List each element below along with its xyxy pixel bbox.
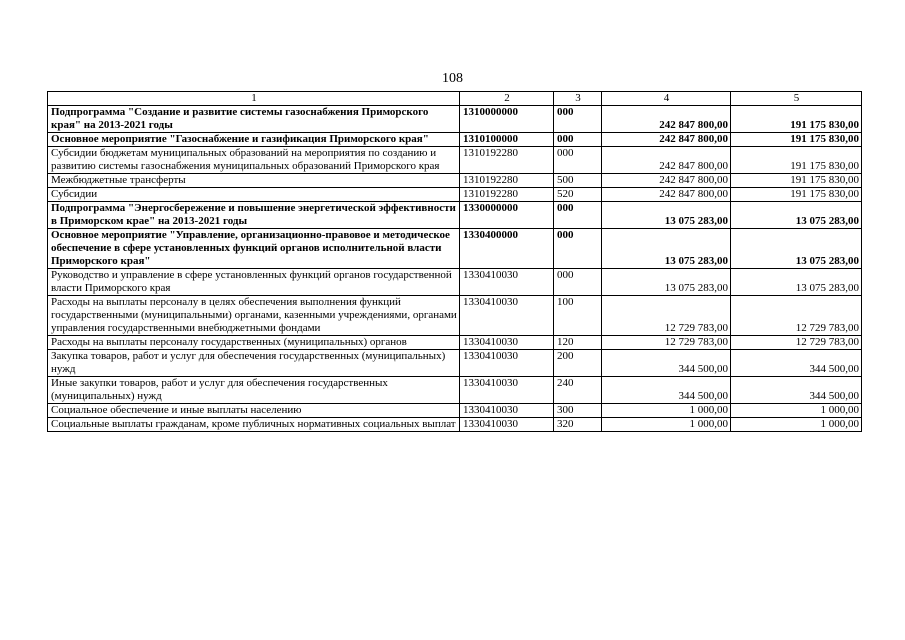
row-kind-cell: 200: [554, 350, 602, 377]
row-code-cell: 1310192280: [460, 174, 554, 188]
row-amount-2-cell: 344 500,00: [731, 377, 862, 404]
row-code-cell: 1330410030: [460, 377, 554, 404]
row-code-cell: 1330410030: [460, 296, 554, 336]
row-amount-1-cell: 13 075 283,00: [602, 269, 731, 296]
row-kind-cell: 000: [554, 106, 602, 133]
table-row: [48, 296, 862, 336]
row-amount-1-cell: 1 000,00: [602, 404, 731, 418]
column-number-4: 4: [602, 92, 731, 106]
table-row: [48, 336, 862, 350]
row-amount-2-cell: 191 175 830,00: [731, 106, 862, 133]
row-kind-cell: 000: [554, 133, 602, 147]
row-amount-2-cell: 12 729 783,00: [731, 296, 862, 336]
row-kind-cell: 120: [554, 336, 602, 350]
row-code-cell: 1310192280: [460, 188, 554, 202]
row-code-cell: 1310192280: [460, 147, 554, 174]
row-name-cell: Иные закупки товаров, работ и услуг для обеспечения государственных (муниципальных) нужд: [48, 377, 460, 404]
row-kind-cell: 100: [554, 296, 602, 336]
row-amount-1-cell: 12 729 783,00: [602, 336, 731, 350]
row-name-cell: Социальные выплаты гражданам, кроме публичных нормативных социальных выплат: [48, 418, 460, 432]
row-amount-2-cell: 13 075 283,00: [731, 229, 862, 269]
table-header-row: [48, 92, 862, 106]
row-amount-2-cell: 191 175 830,00: [731, 188, 862, 202]
row-amount-1-cell: 1 000,00: [602, 418, 731, 432]
row-amount-2-cell: 12 729 783,00: [731, 336, 862, 350]
row-name-cell: Руководство и управление в сфере установленных функций органов государственной власти Приморского края: [48, 269, 460, 296]
row-code-cell: 1330410030: [460, 418, 554, 432]
row-name-cell: Расходы на выплаты персоналу государственных (муниципальных) органов: [48, 336, 460, 350]
row-code-cell: 1310000000: [460, 106, 554, 133]
row-kind-cell: 000: [554, 269, 602, 296]
column-number-3: 3: [554, 92, 602, 106]
row-amount-1-cell: 242 847 800,00: [602, 106, 731, 133]
row-name-cell: Подпрограмма "Энергосбережение и повышение энергетической эффективности в Приморском крае" на 2013-2021 годы: [48, 202, 460, 229]
table-row: [48, 202, 862, 229]
row-amount-2-cell: 13 075 283,00: [731, 269, 862, 296]
row-name-cell: Основное мероприятие "Управление, организационно-правовое и методическое обеспечение в сфере установленных функций органов исполнительной власти Приморского края": [48, 229, 460, 269]
row-amount-2-cell: 191 175 830,00: [731, 174, 862, 188]
row-amount-1-cell: 242 847 800,00: [602, 133, 731, 147]
row-amount-1-cell: 344 500,00: [602, 377, 731, 404]
row-name-cell: Основное мероприятие "Газоснабжение и газификация Приморского края": [48, 133, 460, 147]
row-kind-cell: 000: [554, 202, 602, 229]
table-row: [48, 106, 862, 133]
row-amount-2-cell: 13 075 283,00: [731, 202, 862, 229]
column-number-1: 1: [48, 92, 460, 106]
table-row: [48, 404, 862, 418]
row-kind-cell: 500: [554, 174, 602, 188]
table-row: [48, 350, 862, 377]
table-row: [48, 229, 862, 269]
row-kind-cell: 320: [554, 418, 602, 432]
table-row: [48, 418, 862, 432]
row-name-cell: Межбюджетные трансферты: [48, 174, 460, 188]
row-amount-1-cell: 13 075 283,00: [602, 229, 731, 269]
row-amount-2-cell: 344 500,00: [731, 350, 862, 377]
table-row: [48, 377, 862, 404]
row-name-cell: Расходы на выплаты персоналу в целях обеспечения выполнения функций государственными (муниципальными) органами, казенными учреждениями, органами управления государственными внебюджетными фондами: [48, 296, 460, 336]
row-code-cell: 1330400000: [460, 229, 554, 269]
row-name-cell: Субсидии: [48, 188, 460, 202]
table-row: [48, 188, 862, 202]
row-amount-2-cell: 191 175 830,00: [731, 133, 862, 147]
row-amount-1-cell: 344 500,00: [602, 350, 731, 377]
row-amount-1-cell: 13 075 283,00: [602, 202, 731, 229]
row-amount-2-cell: 1 000,00: [731, 418, 862, 432]
row-amount-2-cell: 1 000,00: [731, 404, 862, 418]
row-code-cell: 1310100000: [460, 133, 554, 147]
column-number-2: 2: [460, 92, 554, 106]
row-kind-cell: 240: [554, 377, 602, 404]
table-row: [48, 133, 862, 147]
budget-table: [47, 91, 862, 432]
row-amount-2-cell: 191 175 830,00: [731, 147, 862, 174]
row-code-cell: 1330410030: [460, 336, 554, 350]
row-kind-cell: 000: [554, 229, 602, 269]
row-code-cell: 1330410030: [460, 350, 554, 377]
page-number: 108: [442, 71, 463, 86]
row-amount-1-cell: 242 847 800,00: [602, 188, 731, 202]
table-row: [48, 269, 862, 296]
row-amount-1-cell: 12 729 783,00: [602, 296, 731, 336]
row-code-cell: 1330410030: [460, 269, 554, 296]
row-code-cell: 1330410030: [460, 404, 554, 418]
row-name-cell: Закупка товаров, работ и услуг для обеспечения государственных (муниципальных) нужд: [48, 350, 460, 377]
row-kind-cell: 520: [554, 188, 602, 202]
table-row: [48, 147, 862, 174]
row-code-cell: 1330000000: [460, 202, 554, 229]
row-amount-1-cell: 242 847 800,00: [602, 147, 731, 174]
row-name-cell: Субсидии бюджетам муниципальных образований на мероприятия по созданию и развитию системы газоснабжения муниципальных образований Приморского края: [48, 147, 460, 174]
row-kind-cell: 300: [554, 404, 602, 418]
row-name-cell: Подпрограмма "Создание и развитие системы газоснабжения Приморского края" на 2013-2021 годы: [48, 106, 460, 133]
column-number-5: 5: [731, 92, 862, 106]
row-kind-cell: 000: [554, 147, 602, 174]
row-name-cell: Социальное обеспечение и иные выплаты населению: [48, 404, 460, 418]
table-row: [48, 174, 862, 188]
row-amount-1-cell: 242 847 800,00: [602, 174, 731, 188]
